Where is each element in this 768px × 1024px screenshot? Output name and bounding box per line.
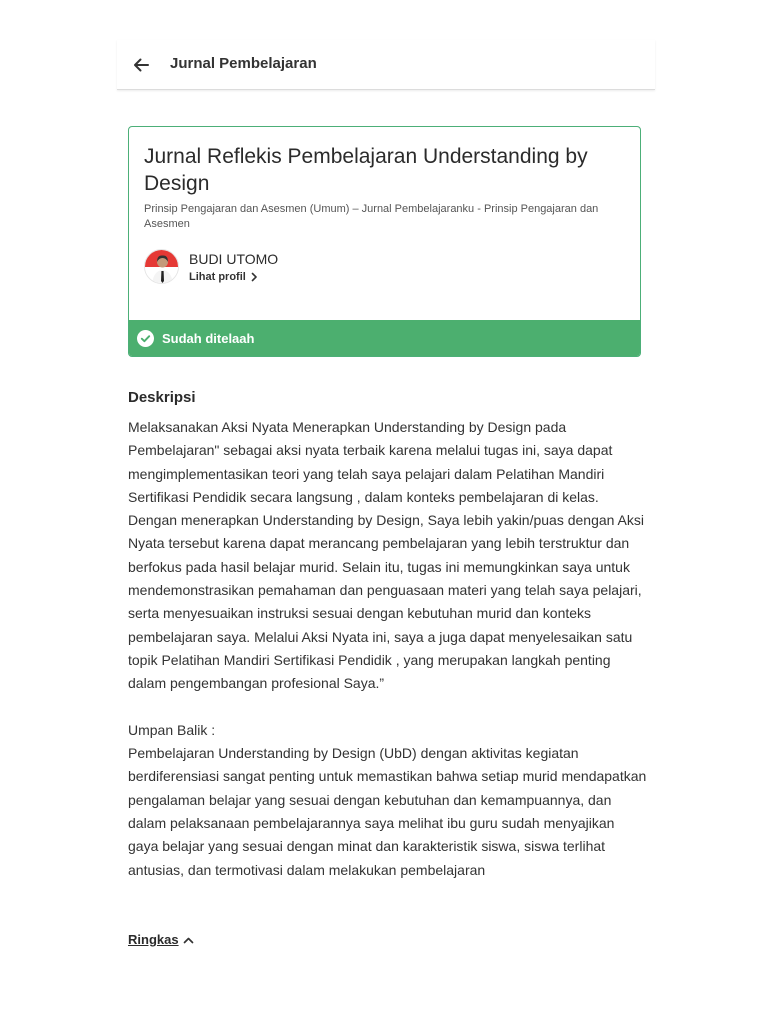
page-title: Jurnal Pembelajaran — [170, 55, 317, 72]
view-profile-label: Lihat profil — [189, 271, 246, 283]
author-name: BUDI UTOMO — [189, 251, 279, 267]
check-circle-icon — [137, 330, 154, 347]
journal-title: Jurnal Reflekis Pembelajaran Understanding by Design — [144, 145, 588, 195]
description-paragraph: Melaksanakan Aksi Nyata Menerapkan Understanding by Design pada Pembelajaran" sebagai aksi nyata terbaik karena melalui tugas ini, saya dapat mengimplementasikan teori yang telah saya pelajari dalam Pelatihan Mandiri Sertifikasi Pendidik secara langsung , dalam konteks pembelajaran di kelas. Dengan menerapkan Understanding by Design, Saya lebih yakin/puas dengan Aksi Nyata tersebut karena dapat merancang pembelajaran yang lebih terstruktur dan berfokus pada hasil belajar murid. Selain itu, tugas ini memungkinkan saya untuk mendemonstrasikan pemahaman dan penguasaan materi yang telah saya pelajari, serta menyesuaikan instruksi sesuai dengan kebutuhan murid dan konteks pembelajaran saya. Melalui Aksi Nyata ini, saya a juga dapat menyelesaikan satu topik Pelatihan Mandiri Sertifikasi Pendidik , yang merupakan langkah penting dalam pengembangan profesional Saya.” — [128, 419, 645, 692]
status-badge: Sudah ditelaah — [162, 330, 255, 346]
review-status-bar — [129, 320, 640, 356]
journal-subtitle: Prinsip Pengajaran dan Asesmen (Umum) – Jurnal Pembelajaranku - Prinsip Pengajaran dan Asesmen — [144, 203, 599, 230]
author-block — [144, 249, 278, 289]
arrow-left-icon — [132, 56, 150, 74]
top-app-bar — [117, 40, 655, 90]
chevron-right-icon — [251, 272, 258, 282]
description-body — [128, 416, 648, 882]
journal-card — [128, 126, 641, 357]
avatar — [144, 249, 179, 284]
feedback-label: Umpan Balik : — [128, 721, 216, 738]
feedback-text: Pembelajaran Understanding by Design (UbD) dengan aktivitas kegiatan berdiferensiasi sangat penting untuk memastikan bahwa setiap murid mendapatkan pengalaman belajar yang sesuai dengan kebutuhan dan kemampuannya, dan dalam pelaksanaan pembelajarannya saya melihat ibu guru sudah menyajikan gaya belajar yang sesuai dengan minat dan karakteristik siswa, siswa terlihat antusias, dan termotivasi dalam melakukan pembelajaran — [128, 745, 647, 878]
view-profile-link[interactable] — [189, 271, 278, 283]
collapse-label: Ringkas — [128, 932, 179, 947]
description-heading: Deskripsi — [128, 389, 196, 406]
chevron-up-icon — [183, 936, 194, 944]
collapse-button[interactable] — [128, 932, 194, 947]
back-button[interactable] — [129, 53, 153, 77]
